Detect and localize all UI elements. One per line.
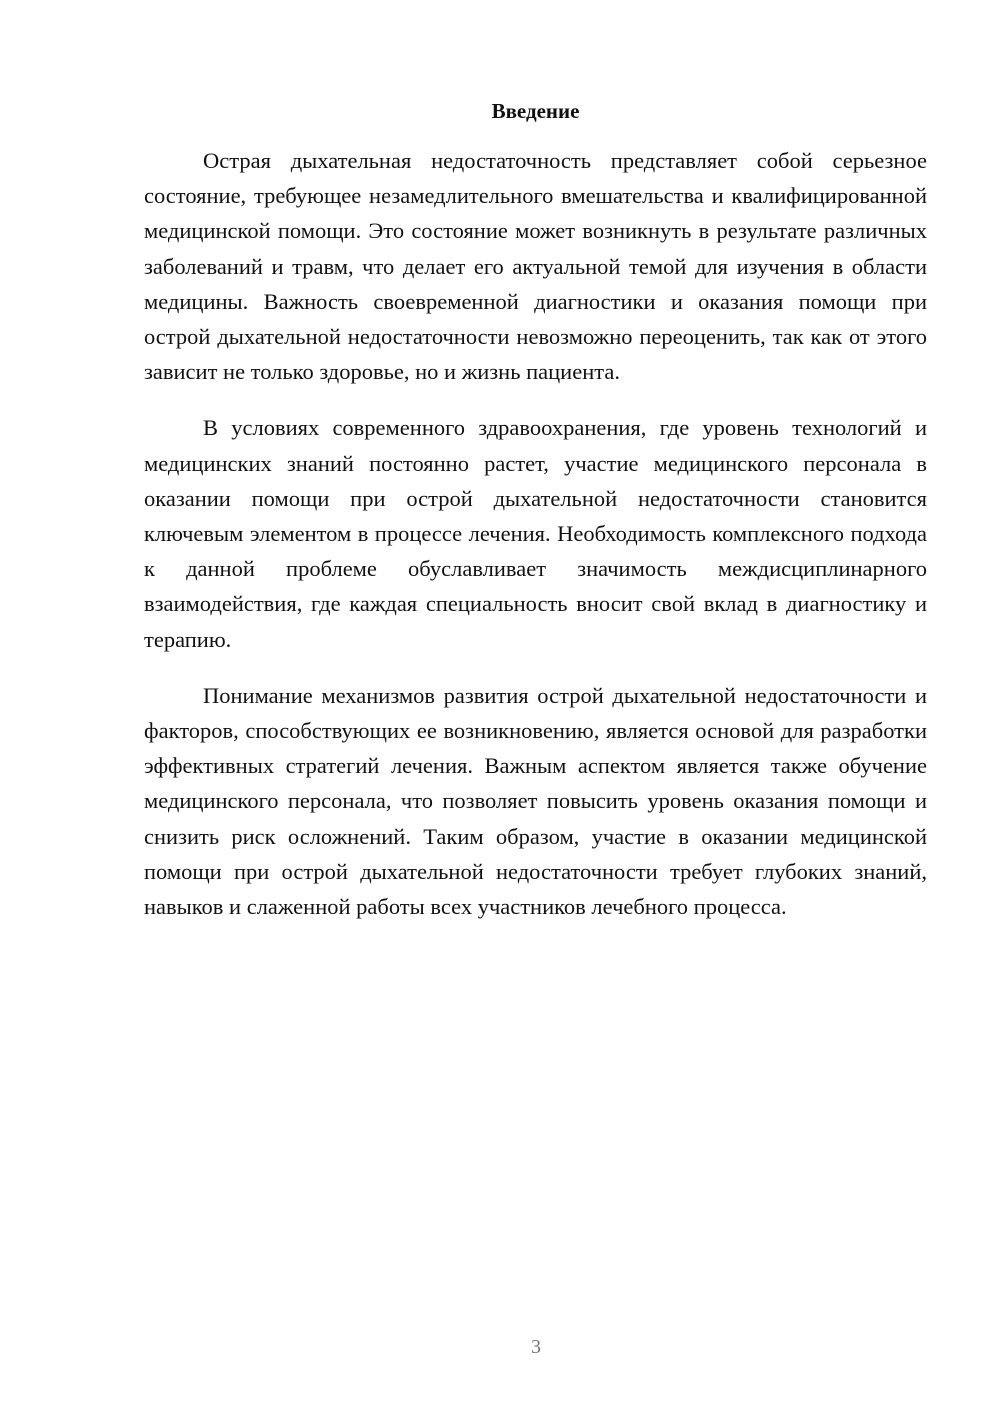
paragraph-2: В условиях современного здравоохранения, где уровень технологий и медицинских знаний постоянно растет, участие медицинского персонала в оказании помощи при острой дыхательной недостаточности становится ключевым элементом в процессе лечения. Необходимость комплексного подхода к данной проблеме обуславливает значимость междисциплинарного взаимодействия, где каждая специальность вносит свой вклад в диагностику и терапию. [144,415,927,652]
page-heading: Введение [491,99,580,123]
paragraph-1: Острая дыхательная недостаточность представляет собой серьезное состояние, требующее незамедлительного вмешательства и квалифицированной медицинской помощи. Это состояние может возникнуть в результате различных заболеваний и травм, что делает его актуальной темой для изучения в области медицины. Важность своевременной диагностики и оказания помощи при острой дыхательной недостаточности невозможно переоценить, так как от этого зависит не только здоровье, но и жизнь пациента. [144,148,927,385]
page-number: 3 [531,1336,541,1358]
body-text [144,143,927,945]
paragraph-3: Понимание механизмов развития острой дыхательной недостаточности и факторов, способствующих ее возникновению, является основой для разработки эффективных стратегий лечения. Важным аспектом является также обучение медицинского персонала, что позволяет повысить уровень оказания помощи и снизить риск осложнений. Таким образом, участие в оказании медицинской помощи при острой дыхательной недостаточности требует глубоких знаний, навыков и слаженной работы всех участников лечебного процесса. [144,682,927,920]
